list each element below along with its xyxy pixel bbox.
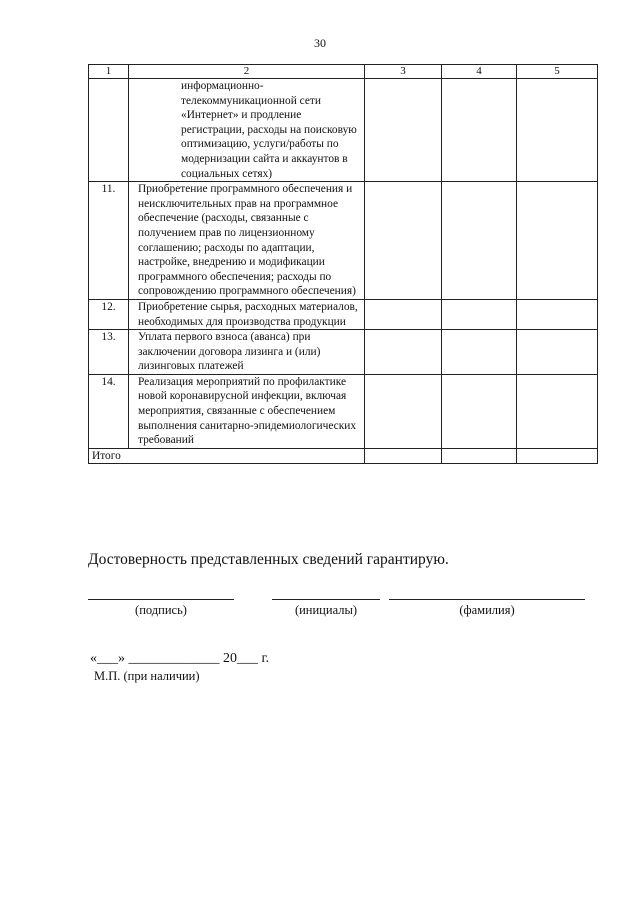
surname-line: [389, 599, 585, 600]
row-cell-col4: [442, 374, 517, 448]
date-line: «___» _____________ 20___ г.: [90, 651, 270, 666]
table-header-row: [89, 65, 598, 79]
row-cell-col4: [442, 182, 517, 300]
total-cell-col3: [365, 448, 442, 464]
row-cell-col5: [517, 299, 598, 329]
total-label: Итого: [89, 448, 365, 464]
row-cell-col5: [517, 79, 598, 182]
row-description: Реализация мероприятий по профилактике новой коронавирусной инфекции, включая мероприятия, связанные с обеспечением выполнения санитарно-эпидемиологических требований: [129, 374, 365, 448]
expenses-table: [88, 64, 598, 464]
initials-line: [272, 599, 380, 600]
table-row: [89, 182, 598, 300]
row-cell-col4: [442, 330, 517, 375]
row-description: информационно-телекоммуникационной сети «Интернет» и продление регистрации, расходы на поисковую оптимизацию, услуги/работы по модернизации сайта и аккаунтов в социальных сетях): [129, 79, 365, 182]
row-number: 13.: [89, 330, 129, 375]
total-row: [89, 448, 598, 464]
row-description: Приобретение сырья, расходных материалов, необходимых для производства продукции: [129, 299, 365, 329]
signature-label: (подпись): [135, 603, 187, 617]
row-cell-col3: [365, 299, 442, 329]
row-cell-col5: [517, 330, 598, 375]
row-number: 11.: [89, 182, 129, 300]
row-description: Приобретение программного обеспечения и неисключительных прав на программное обеспечение (расходы, связанные с получением прав по лицензионному соглашению; расходы по адаптации, настройке, внедрению и модификации программного обеспечения; расходы по сопровождению программного обеспечения): [129, 182, 365, 300]
table-row: [89, 374, 598, 448]
row-number: 14.: [89, 374, 129, 448]
row-cell-col3: [365, 374, 442, 448]
row-cell-col5: [517, 374, 598, 448]
table-row: [89, 299, 598, 329]
row-number: 12.: [89, 299, 129, 329]
row-number: [89, 79, 129, 182]
guarantee-statement: Достоверность представленных сведений гарантирую.: [88, 551, 449, 568]
row-description: Уплата первого взноса (аванса) при заключении договора лизинга и (или) лизинговых платежей: [129, 330, 365, 375]
stamp-note: М.П. (при наличии): [94, 669, 200, 683]
row-cell-col4: [442, 79, 517, 182]
row-cell-col4: [442, 299, 517, 329]
column-header-5: 5: [517, 65, 598, 79]
table-row: [89, 330, 598, 375]
row-cell-col3: [365, 330, 442, 375]
page-number: 30: [314, 36, 326, 50]
initials-label: (инициалы): [294, 603, 358, 617]
column-header-2: 2: [129, 65, 365, 79]
column-header-4: 4: [442, 65, 517, 79]
surname-label: (фамилия): [459, 603, 515, 617]
total-cell-col4: [442, 448, 517, 464]
row-cell-col5: [517, 182, 598, 300]
column-header-1: 1: [89, 65, 129, 79]
total-cell-col5: [517, 448, 598, 464]
row-cell-col3: [365, 182, 442, 300]
signature-line: [88, 599, 234, 600]
row-cell-col3: [365, 79, 442, 182]
table-row: [89, 79, 598, 182]
column-header-3: 3: [365, 65, 442, 79]
